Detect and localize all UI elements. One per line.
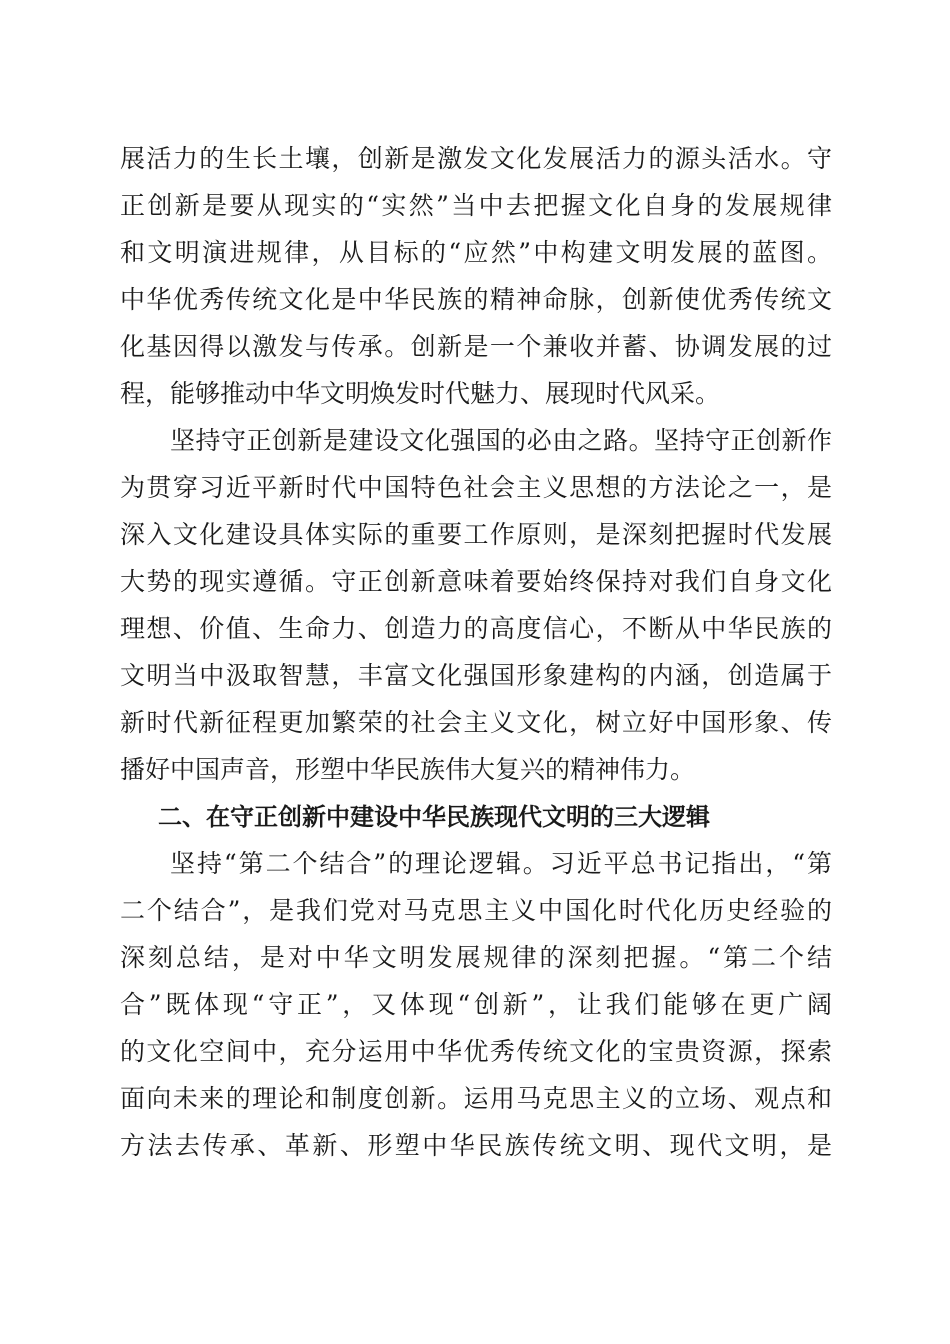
paragraph-2-line-7: 新时代新征程更加繁荣的社会主义文化，树立好中国形象、传 [120, 708, 832, 737]
paragraph-2-line-2: 为贯穿习近平新时代中国特色社会主义思想的方法论之一，是 [120, 473, 832, 502]
paragraph-3-line-4: 合”既体现“守正”，又体现“创新”，让我们能够在更广阔 [120, 990, 832, 1019]
paragraph-3-line-7: 方法去传承、革新、形塑中华民族传统文明、现代文明，是 [120, 1131, 832, 1160]
paragraph-3-line-3: 深刻总结，是对中华文明发展规律的深刻把握。“第二个结 [120, 943, 832, 972]
section-heading: 二、在守正创新中建设中华民族现代文明的三大逻辑 [158, 803, 710, 831]
paragraph-1-line-3: 和文明演进规律，从目标的“应然”中构建文明发展的蓝图。 [120, 238, 832, 267]
paragraph-1-line-2: 正创新是要从现实的“实然”当中去把握文化自身的发展规律 [120, 191, 832, 220]
paragraph-2-line-4: 大势的现实遵循。守正创新意味着要始终保持对我们自身文化 [120, 567, 832, 596]
paragraph-3-line-1: 坚持“第二个结合”的理论逻辑。习近平总书记指出，“第 [170, 849, 832, 878]
paragraph-3-line-5: 的文化空间中，充分运用中华优秀传统文化的宝贵资源，探索 [120, 1037, 832, 1066]
paragraph-1-line-4: 中华优秀传统文化是中华民族的精神命脉，创新使优秀传统文 [120, 285, 832, 314]
paragraph-3-line-6: 面向未来的理论和制度创新。运用马克思主义的立场、观点和 [120, 1084, 832, 1113]
paragraph-1-line-6: 程，能够推动中华文明焕发时代魅力、展现时代风采。 [120, 379, 721, 408]
paragraph-2-line-6: 文明当中汲取智慧，丰富文化强国形象建构的内涵，创造属于 [120, 661, 832, 690]
paragraph-2-line-1: 坚持守正创新是建设文化强国的必由之路。坚持守正创新作 [170, 426, 832, 455]
paragraph-1-line-5: 化基因得以激发与传承。创新是一个兼收并蓄、协调发展的过 [120, 332, 832, 361]
paragraph-1-line-1: 展活力的生长土壤，创新是激发文化发展活力的源头活水。守 [120, 144, 832, 173]
paragraph-2-line-8: 播好中国声音，形塑中华民族伟大复兴的精神伟力。 [120, 755, 696, 784]
paragraph-2-line-3: 深入文化建设具体实际的重要工作原则，是深刻把握时代发展 [120, 520, 832, 549]
paragraph-2-line-5: 理想、价值、生命力、创造力的高度信心，不断从中华民族的 [120, 614, 832, 643]
paragraph-3-line-2: 二个结合”，是我们党对马克思主义中国化时代化历史经验的 [120, 896, 832, 925]
